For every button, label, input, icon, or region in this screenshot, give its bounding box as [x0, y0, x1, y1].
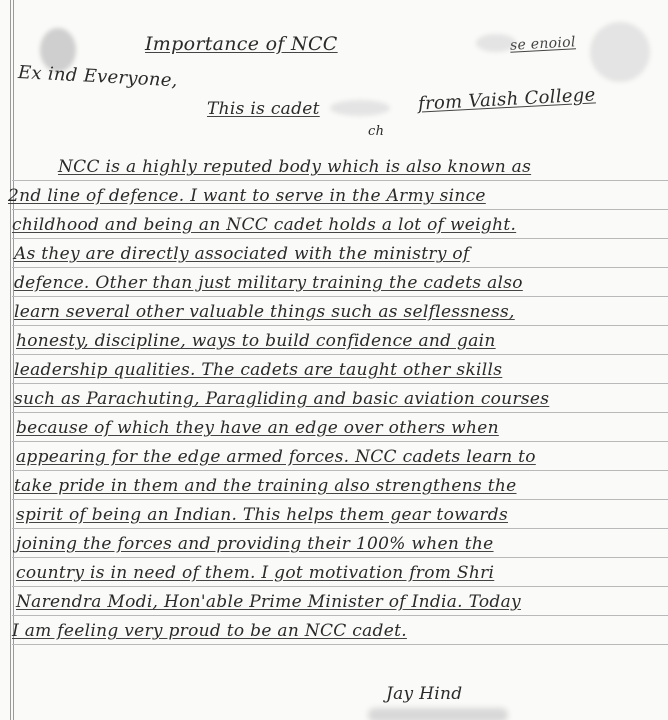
body-line: childhood and being an NCC cadet holds a lot of weight. — [12, 215, 517, 235]
ruled-line — [12, 644, 668, 645]
ruled-line — [12, 180, 668, 181]
ruled-line — [12, 354, 668, 355]
ruled-line — [12, 528, 668, 529]
body-line: honesty, discipline, ways to build confidence and gain — [16, 331, 496, 351]
body-line: Narendra Modi, Hon'able Prime Minister of India. Today — [16, 592, 521, 612]
ruled-line — [12, 557, 668, 558]
ruled-line — [12, 586, 668, 587]
ruled-line — [12, 470, 668, 471]
ruled-line — [12, 441, 668, 442]
ruled-line — [12, 383, 668, 384]
body-line: appearing for the edge armed forces. NCC cadets learn to — [16, 447, 536, 467]
name-fragment: ch — [368, 124, 385, 139]
body-line: NCC is a highly reputed body which is also known as — [58, 157, 532, 177]
ruled-line — [12, 267, 668, 268]
body-line: take pride in them and the training also strengthens the — [14, 476, 517, 496]
body-line: defence. Other than just military training the cadets also — [14, 273, 523, 293]
body-line: 2nd line of defence. I want to serve in the Army since — [8, 186, 486, 206]
body-line: learn several other valuable things such as selflessness, — [14, 302, 515, 322]
body-line: such as Parachuting, Paragliding and basic aviation courses — [14, 389, 550, 409]
body-line: I am feeling very proud to be an NCC cadet. — [12, 621, 407, 641]
ruled-line — [12, 296, 668, 297]
intro-left: This is cadet — [207, 99, 320, 119]
redaction-smudge — [590, 22, 650, 82]
left-margin-line — [10, 0, 11, 720]
ruled-line — [12, 615, 668, 616]
page-title: Importance of NCC — [145, 33, 338, 55]
redaction-smudge — [330, 100, 390, 116]
closing: Jay Hind — [386, 684, 463, 704]
body-line: joining the forces and providing their 100% when the — [16, 534, 494, 554]
signature-smudge — [368, 708, 508, 720]
body-line: As they are directly associated with the ministry of — [14, 244, 470, 264]
body-line: country is in need of them. I got motivation from Shri — [16, 563, 495, 583]
body-line: because of which they have an edge over others when — [16, 418, 499, 438]
ruled-line — [12, 238, 668, 239]
body-line: leadership qualities. The cadets are taught other skills — [14, 360, 503, 380]
ruled-line — [12, 499, 668, 500]
ruled-line — [12, 325, 668, 326]
intro-right: from Vaish College — [417, 84, 597, 115]
body-line: spirit of being an Indian. This helps them gear towards — [16, 505, 509, 525]
greeting: Ex ind Everyone, — [17, 62, 179, 92]
ruled-line — [12, 209, 668, 210]
ruled-line — [12, 412, 668, 413]
header-scribble: se enoiol — [509, 34, 577, 54]
